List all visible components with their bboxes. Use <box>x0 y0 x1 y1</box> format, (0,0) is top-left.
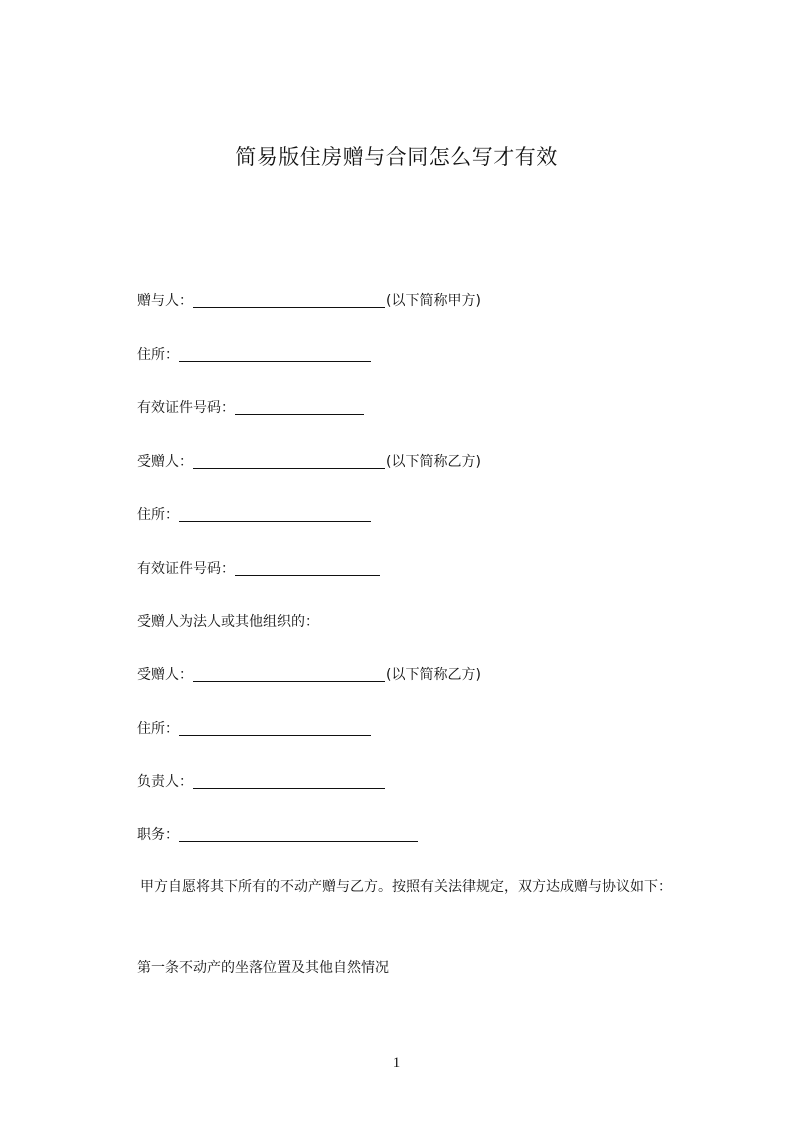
donor-field <box>137 291 481 311</box>
donor-address-label: 住所： <box>137 347 179 363</box>
entity-donee-field <box>137 665 481 685</box>
donor-blank[interactable] <box>193 293 385 308</box>
legal-entity-note: 受赠人为法人或其他组织的： <box>137 614 319 630</box>
responsible-person-blank[interactable] <box>193 774 385 789</box>
entity-address-label: 住所： <box>137 721 179 737</box>
agreement-paragraph: 甲方自愿将其下所有的不动产赠与乙方。按照有关法律规定，双方达成赠与协议如下： <box>140 879 672 895</box>
entity-address-blank[interactable] <box>179 721 371 736</box>
donee-id-field <box>137 559 380 579</box>
donee-address-label: 住所： <box>137 507 179 523</box>
donee-label: 受赠人： <box>137 454 193 470</box>
entity-address-field <box>137 719 371 739</box>
donee-id-label: 有效证件号码： <box>137 561 235 577</box>
donor-suffix: (以下简称甲方) <box>386 293 481 309</box>
donee-address-field <box>137 505 371 525</box>
donor-address-blank[interactable] <box>179 347 371 362</box>
donee-field <box>137 452 481 472</box>
donee-blank[interactable] <box>193 454 385 469</box>
entity-donee-suffix: (以下简称乙方) <box>386 667 481 683</box>
donee-address-blank[interactable] <box>179 507 371 522</box>
responsible-person-field <box>137 772 385 792</box>
donor-address-field <box>137 345 371 365</box>
donee-suffix: (以下简称乙方) <box>386 454 481 470</box>
article-1-heading: 第一条不动产的坐落位置及其他自然情况 <box>137 960 389 976</box>
document-title: 简易版住房赠与合同怎么写才有效 <box>235 145 558 169</box>
position-blank[interactable] <box>179 827 418 842</box>
entity-donee-label: 受赠人： <box>137 667 193 683</box>
entity-donee-blank[interactable] <box>193 667 385 682</box>
donee-id-blank[interactable] <box>235 561 380 576</box>
responsible-person-label: 负责人： <box>137 774 193 790</box>
page-number: 1 <box>392 1055 401 1071</box>
donor-label: 赠与人： <box>137 293 193 309</box>
donor-id-label: 有效证件号码： <box>137 400 235 416</box>
position-field <box>137 825 418 845</box>
donor-id-field <box>137 398 364 418</box>
donor-id-blank[interactable] <box>235 400 364 415</box>
position-label: 职务： <box>137 827 179 843</box>
